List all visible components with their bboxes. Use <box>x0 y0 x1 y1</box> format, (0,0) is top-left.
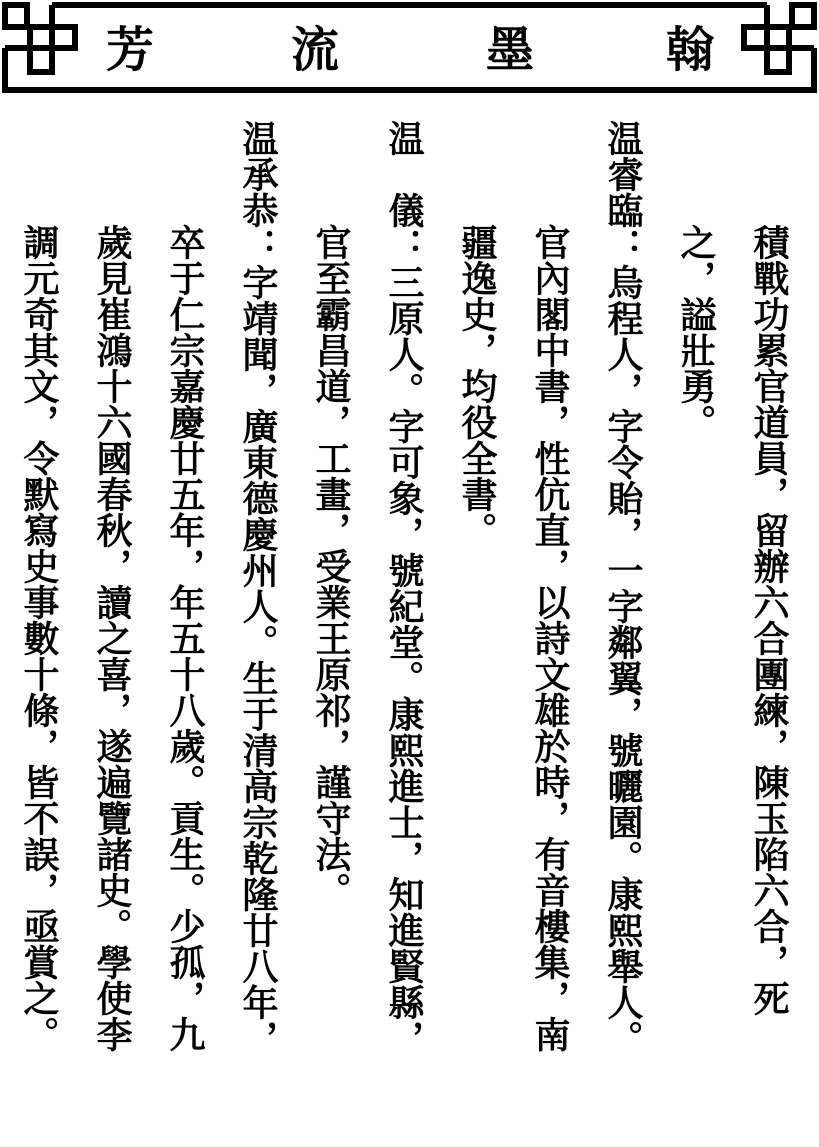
text-column: 疆逸史，均役全書。 <box>456 224 498 548</box>
text-column: 歲見崔鴻十六國春秋，讀之喜，遂遍覽諸史。學使李 <box>91 224 133 1052</box>
text-column: 之，謚壯勇。 <box>675 224 717 440</box>
title-char: 翰 <box>665 22 714 78</box>
text-column: 官內閣中書，性伉直，以詩文雄於時，有音樓集，南 <box>529 224 571 1052</box>
title-char: 墨 <box>485 22 534 78</box>
right-fret-knot <box>744 5 814 72</box>
text-column: 温承恭：字靖聞，廣東德慶州人。生于清高宗乾隆廿八年， <box>237 120 279 1056</box>
text-column: 温 儀：三原人。字可象，號紀堂。康熙進士，知進賢縣， <box>383 120 425 1056</box>
text-column: 温睿臨：烏程人，字令貽，一字鄰翼，號曬園。康熙舉人。 <box>602 120 644 1056</box>
text-column: 積戰功累官道員，留辦六合團練，陳玉陷六合，死 <box>748 224 790 1016</box>
title-char: 芳 <box>105 22 154 78</box>
vertical-text-body <box>2 120 805 1140</box>
text-column: 官至霸昌道，工畫，受業王原祁，謹守法。 <box>310 224 352 908</box>
title-char: 流 <box>290 22 339 78</box>
text-column: 卒于仁宗嘉慶廿五年，年五十八歲。貢生。少孤，九 <box>164 224 206 1052</box>
text-column: 調元奇其文，令默寫史事數十條，皆不誤，亟賞之。 <box>18 224 60 1052</box>
